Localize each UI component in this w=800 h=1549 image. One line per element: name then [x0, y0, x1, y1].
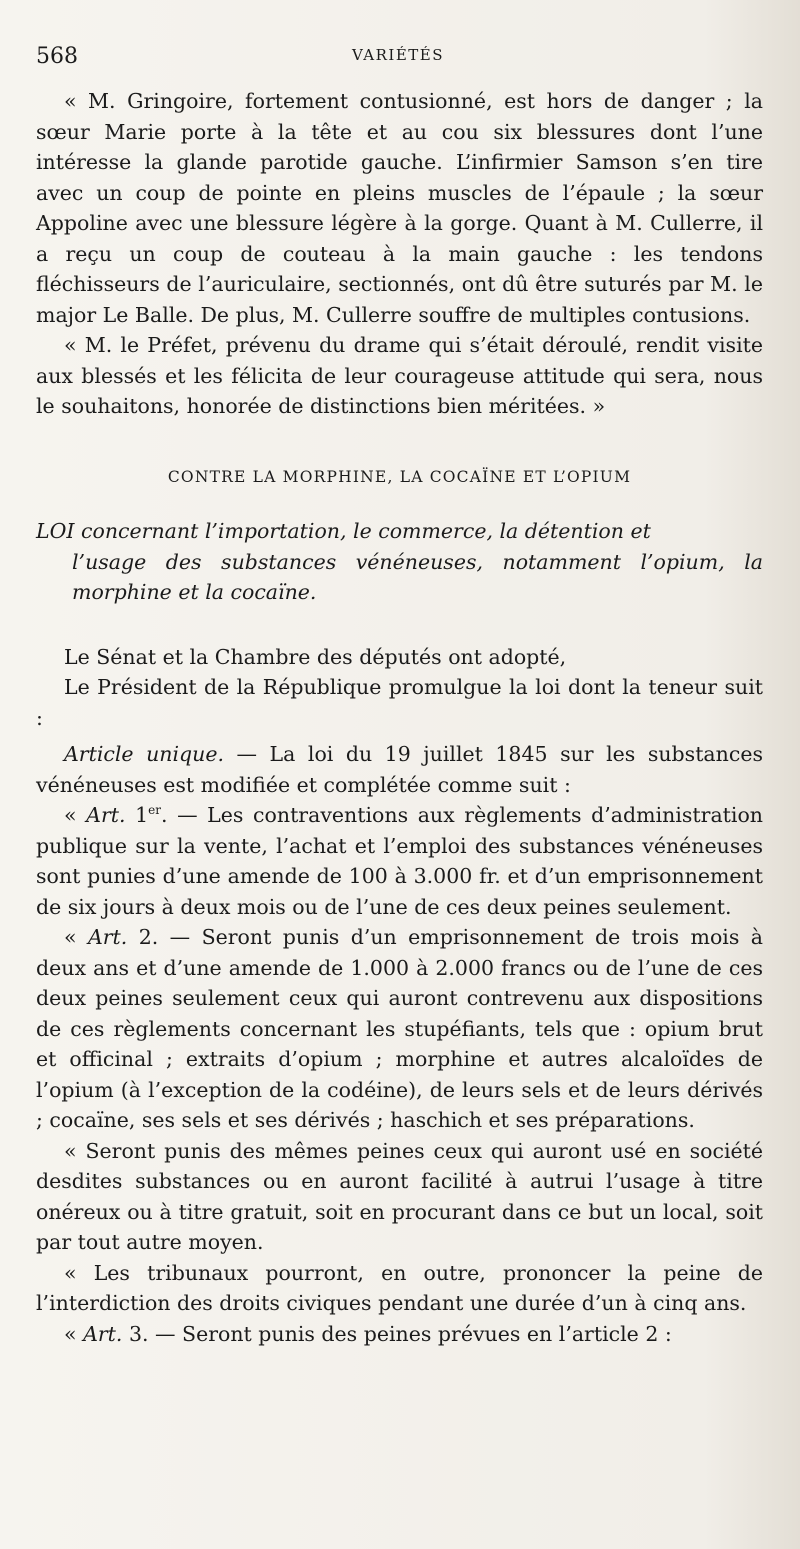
- article-unique-text: — La loi du 19 juillet 1845 sur les substances vénéneuses est modifiée et complétée comme suit :: [36, 742, 763, 797]
- paragraph-art-3: [36, 1319, 763, 1350]
- art-1-label: Art.: [86, 803, 126, 827]
- paragraph-prefet: « M. le Préfet, prévenu du drame qui s’était déroulé, rendit visite aux blessés et les félicita de leur courageuse attitude qui sera, nous le souhaitons, honorée de distinctions bien méritées. »: [36, 333, 763, 418]
- art-3-text: 3. — Seront punis des peines prévues en l’article 2 :: [122, 1321, 672, 1346]
- paragraph-art-2: [36, 922, 763, 1136]
- law-title: [36, 516, 763, 608]
- paragraph-blessures: « M. Gringoire, fortement contusionné, est hors de danger ; la sœur Marie porte à la tête et au cou six blessures dont l’une intéresse la glande parotide gauche. L’infirmier Samson s’en tire avec un coup de pointe en pleins muscles de l’épaule ; la sœur Appoline avec une blessure légère à la gorge. Quant à M. Cullerre, il a reçu un coup de couteau à la main gauche : les tendons fléchisseurs de l’auriculaire, sectionnés, ont dû être suturés par M. le major Le Balle. De plus, M. Cullerre souffre de multiples contusions.: [36, 89, 763, 327]
- body-text: [36, 86, 763, 1349]
- paragraph-senat: Le Sénat et la Chambre des députés ont adopté,: [64, 644, 567, 669]
- quote-mark: «: [64, 803, 87, 827]
- art-1-text: . — Les contraventions aux règlements d’administration publique sur la vente, l’achat et l’emploi des substances vénéneuses sont punies d’une amende de 100 à 3.000 fr. et d’un emprisonnement de six jours à deux mois ou de l’une de ces deux peines seulement.: [36, 803, 764, 919]
- art-1-number: 1: [125, 803, 149, 827]
- paragraph-tribunaux: « Les tribunaux pourront, en outre, prononcer la peine de l’interdiction des droits civiques pendant une durée d’un à cinq ans.: [36, 1260, 763, 1315]
- paragraph-art-1: [36, 800, 763, 922]
- running-title: VARIÉTÉS: [351, 46, 445, 64]
- law-title-line-2: l’usage des substances vénéneuses, notamment l’opium, la morphine et la cocaïne.: [72, 549, 763, 604]
- law-title-line-1: LOI concernant l’importation, le commerce, la détention et: [36, 519, 651, 543]
- page-number: 568: [36, 44, 78, 69]
- section-title: CONTRE LA MORPHINE, LA COCAÏNE ET L’OPIUM: [167, 467, 632, 486]
- art-3-label: Art.: [83, 1321, 123, 1346]
- paragraph-seront-punis: « Seront punis des mêmes peines ceux qui auront usé en société desdites substances ou en auront facilité à autrui l’usage à titre onéreux ou à titre gratuit, soit en procurant dans ce but un local, soit par tout autre moyen.: [36, 1138, 763, 1254]
- art-1-superscript: er: [148, 803, 161, 818]
- paragraph-president: Le Président de la République promulgue la loi dont la teneur suit :: [36, 675, 763, 730]
- article-unique-label: Article unique.: [64, 742, 225, 766]
- paragraph-article-unique: [36, 739, 763, 800]
- quote-mark: «: [64, 1321, 84, 1346]
- art-2-label: Art.: [87, 925, 128, 949]
- page-header: [36, 44, 760, 76]
- quote-mark: «: [64, 925, 88, 949]
- art-2-text: 2. — Seront punis d’un emprisonnement de trois mois à deux ans et d’une amende de 1.000 à 2.000 francs ou de l’une de ces deux peines seulement ceux qui auront contrevenu aux dispositions de ces règlements concernant les stupéfiants, tels que : opium brut et officinal ; extraits d’opium ; morphine et autres alcaloïdes de l’opium (à l’exception de la codéine), de leurs sels et de leurs dérivés ; cocaïne, ses sels et ses dérivés ; haschich et ses préparations.: [36, 925, 764, 1132]
